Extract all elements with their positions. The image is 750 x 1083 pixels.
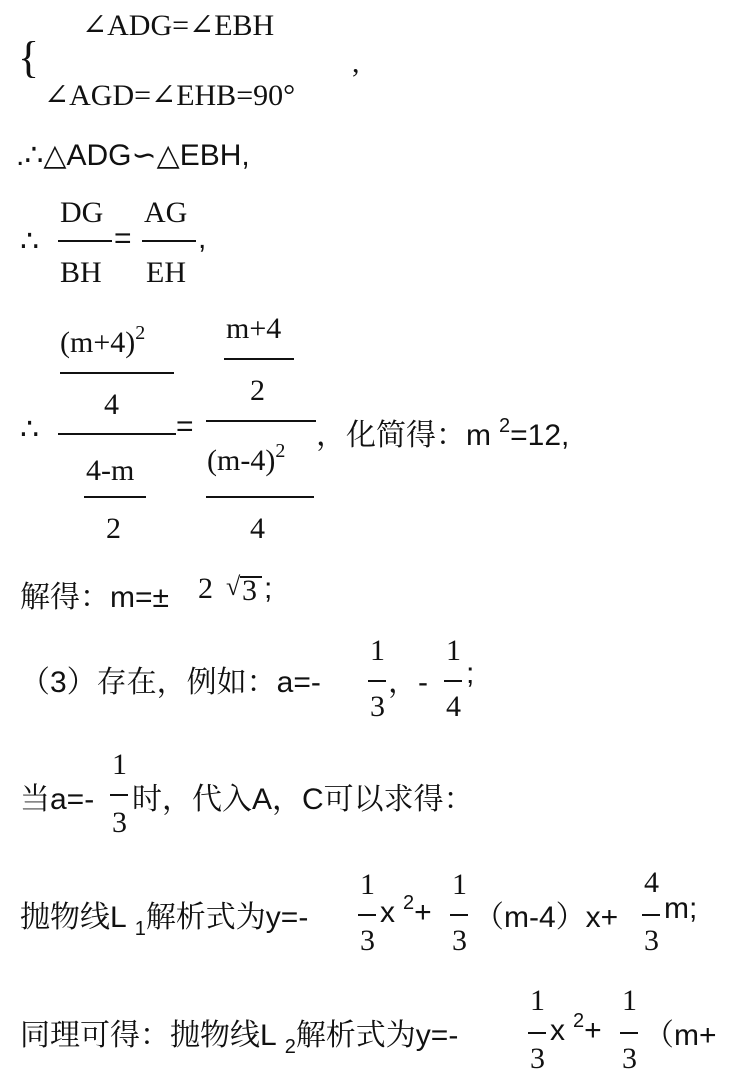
right-top-bar — [224, 358, 294, 360]
l1-f1-bar — [358, 914, 376, 916]
when-f-numerator: 1 — [112, 748, 127, 781]
part3-trailing: ; — [466, 657, 475, 690]
part3-f1-numerator: 1 — [370, 634, 385, 667]
ratio-right-bar — [142, 240, 196, 242]
part3-label: （3）存在，例如：a=- — [20, 666, 321, 699]
when-after: 时，代入A，C可以求得： — [132, 783, 474, 816]
left-top-numerator: $(m+4)^2$ — [60, 322, 146, 359]
sqrt-radical: √ — [226, 572, 241, 601]
l1-f2-bar — [450, 914, 468, 916]
ratio-left-numerator: DG — [60, 196, 104, 229]
ratio-equals: = — [114, 222, 132, 255]
l1-expression: 抛物线L $_1$解析式为y=- — [20, 901, 309, 940]
ratio-left-bar — [58, 240, 112, 242]
system-row-1: ∠ADG=∠EBH — [82, 9, 275, 42]
l1-tail: m; — [664, 892, 698, 925]
l1-f1-denominator: 3 — [360, 924, 375, 957]
system-trailing-comma: , — [352, 46, 360, 79]
left-bottom-denominator: 2 — [106, 512, 121, 545]
ratio-right-denominator: EH — [146, 256, 186, 289]
when-f-bar — [110, 794, 128, 796]
l1-f3-numerator: 4 — [644, 866, 659, 899]
when-f-denominator: 3 — [112, 806, 127, 839]
left-top-denominator: 4 — [104, 388, 119, 421]
l1-f3-denominator: 3 — [644, 924, 659, 957]
right-bottom-denominator: 4 — [250, 512, 265, 545]
l1-f1-numerator: 1 — [360, 868, 375, 901]
system-row-2: ∠AGD=∠EHB=90° — [44, 79, 296, 112]
solve-coefficient: 2 — [198, 572, 213, 605]
l2-f2-denominator: 3 — [622, 1042, 637, 1075]
l1-mid: （m-4）x+ — [474, 901, 619, 934]
right-main-bar — [206, 420, 316, 422]
left-bottom-numerator: 4-m — [86, 454, 135, 487]
therefore-symbol: ∴ — [20, 225, 40, 258]
complex-therefore: ∴ — [20, 413, 40, 446]
part3-f2-bar — [444, 680, 462, 682]
solve-trailing: ; — [264, 572, 273, 605]
right-bottom-numerator: $(m-4)^2$ — [207, 440, 286, 477]
l2-f2-bar — [620, 1032, 638, 1034]
part3-separator: ，- — [388, 666, 428, 699]
left-top-bar — [60, 372, 174, 374]
part3-f1-bar — [368, 680, 386, 682]
l1-x-term: x $^2$+ — [380, 892, 432, 929]
simplify-result: ，化简得：m $^2$=12, — [316, 415, 570, 452]
left-bottom-bar — [84, 496, 146, 498]
l2-x-term: x $^2$+ — [550, 1010, 602, 1047]
l2-f1-denominator: 3 — [530, 1042, 545, 1075]
left-main-bar — [58, 433, 176, 435]
right-bottom-bar — [206, 496, 314, 498]
part3-f1-denominator: 3 — [370, 690, 385, 723]
l2-tail: （m+ — [644, 1019, 717, 1052]
part3-f2-numerator: 1 — [446, 634, 461, 667]
solve-label: 解得：m=± — [20, 581, 169, 614]
ratio-left-denominator: BH — [60, 256, 102, 289]
l1-f3-bar — [642, 914, 660, 916]
complex-equals: = — [176, 410, 194, 443]
right-top-denominator: 2 — [250, 374, 265, 407]
right-top-numerator: m+4 — [226, 312, 282, 345]
ratio-trailing-comma: , — [198, 222, 207, 255]
ratio-right-numerator: AG — [144, 196, 188, 229]
l1-f2-numerator: 1 — [452, 868, 467, 901]
l2-expression: 同理可得：抛物线L $_2$解析式为y=- — [20, 1019, 459, 1058]
sqrt-radicand: 3 — [242, 574, 257, 607]
l2-f1-numerator: 1 — [530, 984, 545, 1017]
l2-f1-bar — [528, 1032, 546, 1034]
system-brace: { — [18, 33, 40, 82]
when-label: 当a=- — [20, 783, 95, 816]
l1-f2-denominator: 3 — [452, 924, 467, 957]
similarity-statement: .∴△ADG∽△EBH, — [16, 139, 250, 172]
part3-f2-denominator: 4 — [446, 690, 461, 723]
l2-f2-numerator: 1 — [622, 984, 637, 1017]
